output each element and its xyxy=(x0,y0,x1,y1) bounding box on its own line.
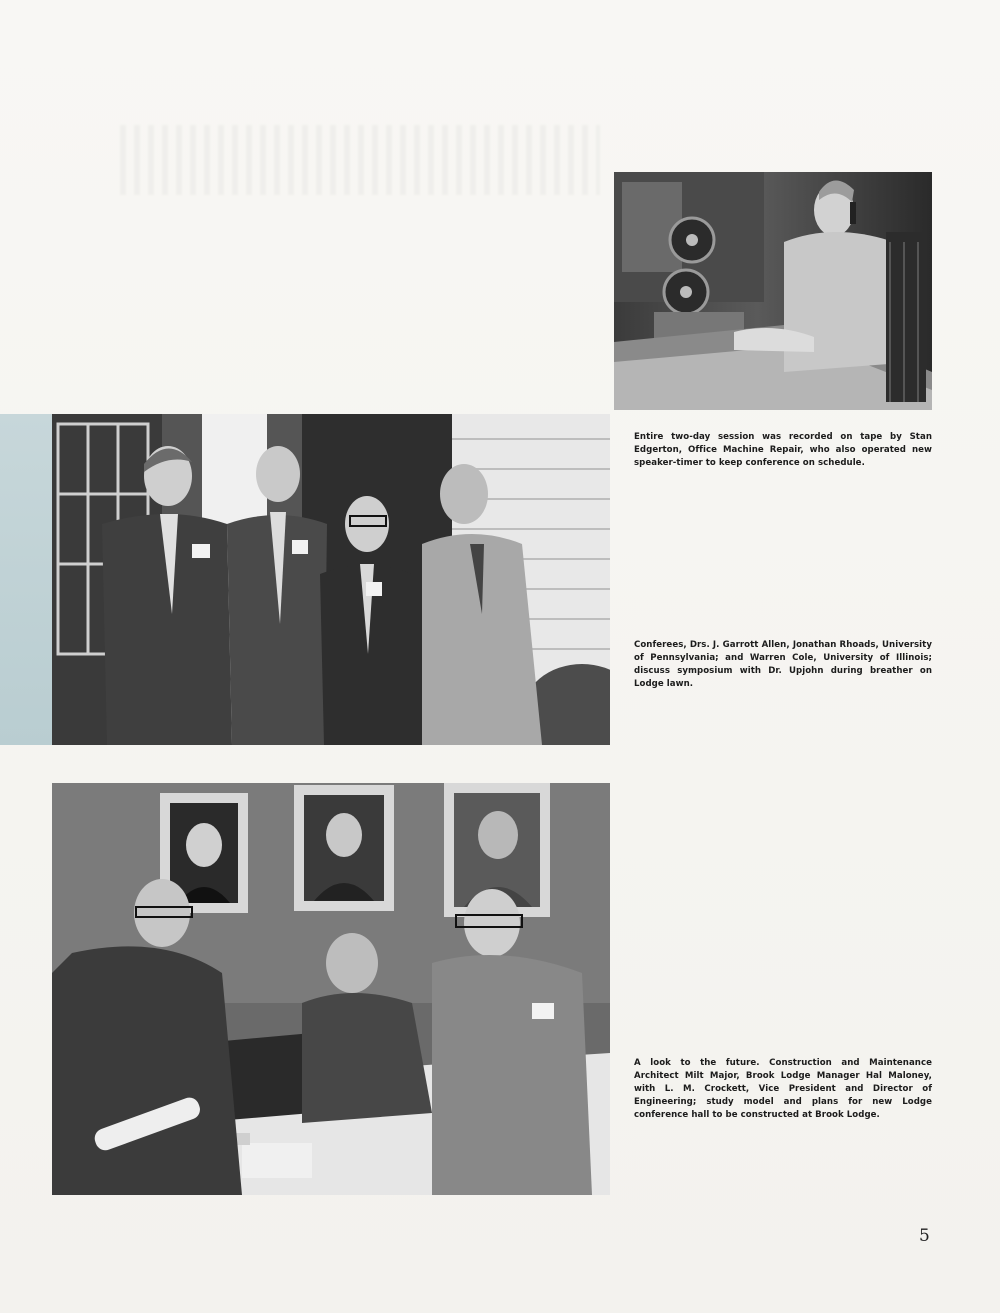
photo-conferees-image xyxy=(52,414,610,745)
bleed-through-ghost xyxy=(120,125,600,195)
photo-conferees xyxy=(52,414,610,745)
caption-future-plans: A look to the future. Construction and Maintenance Architect Milt Major, Brook Lodge Manager Hal Maloney, with L. M. Crockett, Vice President and Director of Engineering; study model and plans for new Lodge conference hall to be constructed at Brook Lodge. xyxy=(634,1057,932,1120)
photo-future-plans xyxy=(52,783,610,1195)
caption-conferees: Conferees, Drs. J. Garrott Allen, Jonathan Rhoads, University of Pennsylvania; and Warren Cole, University of Illinois; discuss symposium with Dr. Upjohn during breather on Lodge lawn. xyxy=(634,639,932,689)
photo-future-plans-image xyxy=(52,783,610,1195)
photo-tape-recording xyxy=(614,172,932,410)
photo-tape-recording-image xyxy=(614,172,932,410)
page-number: 5 xyxy=(919,1226,930,1246)
caption-tape-recording: Entire two-day session was recorded on tape by Stan Edgerton, Office Machine Repair, who also operated new speaker-timer to keep conference on schedule. xyxy=(634,431,932,468)
accent-tab xyxy=(0,414,52,745)
